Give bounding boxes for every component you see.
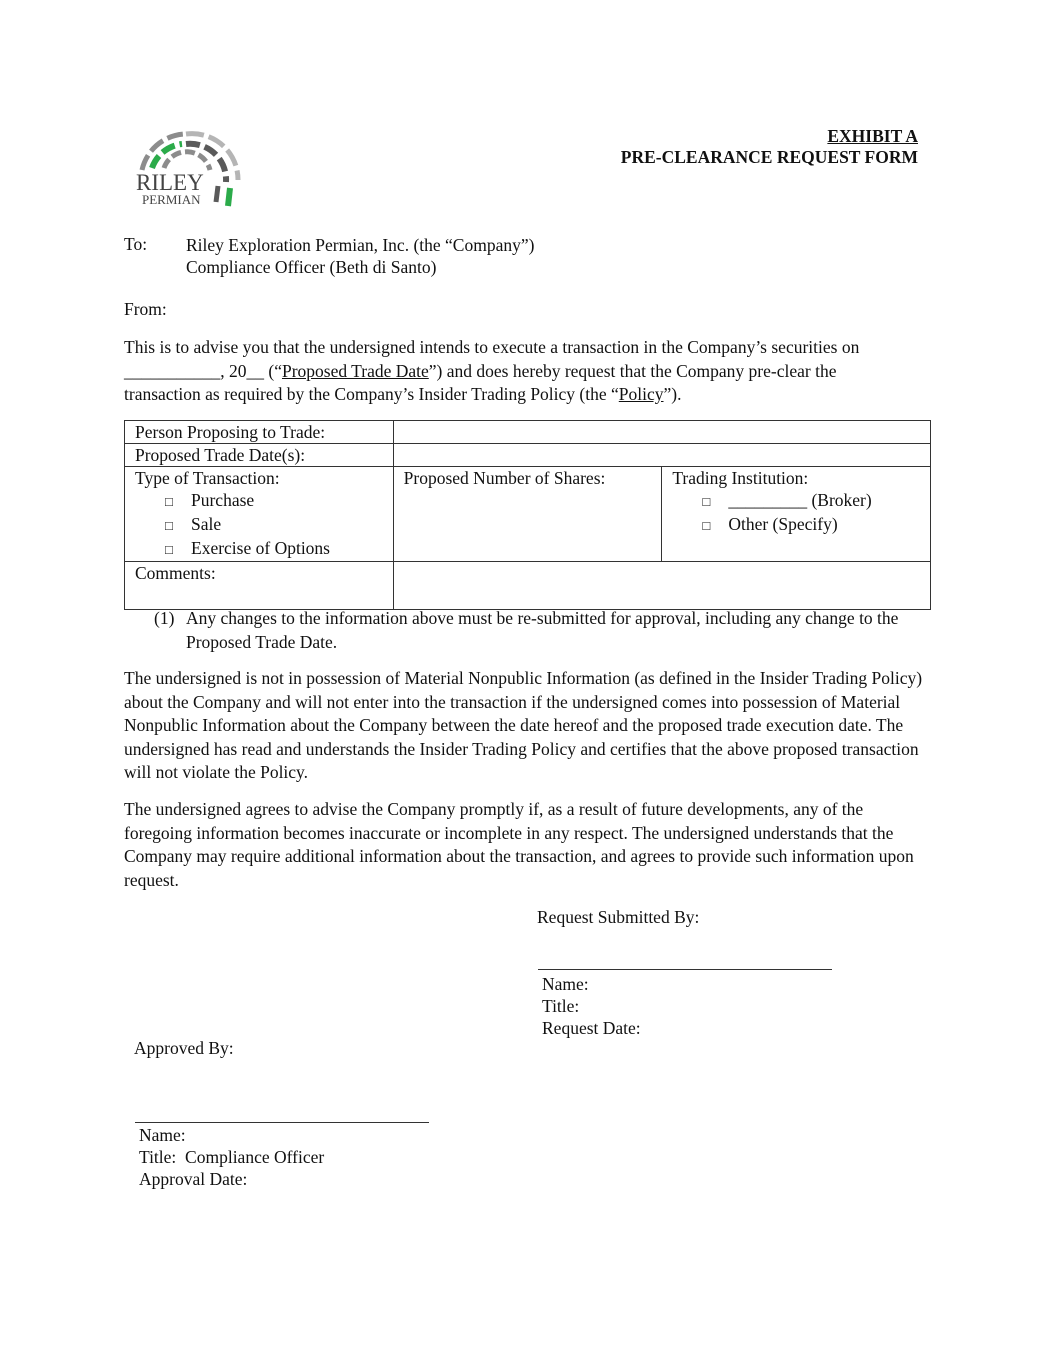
institution-label: Trading Institution: xyxy=(672,468,809,488)
request-title-label: Title: xyxy=(542,996,580,1016)
footnote-number: (1) xyxy=(154,608,175,628)
option-sale[interactable]: □ Sale xyxy=(135,513,393,537)
option-purchase[interactable]: □ Purchase xyxy=(135,489,393,513)
checkbox-icon[interactable]: □ xyxy=(165,518,173,533)
agreement-paragraph: The undersigned agrees to advise the Company promptly if, as a result of future developments, any of the foregoing information becomes inaccurate or incomplete in any respect. The undersigned understands that the Company may require additional information about the transaction, and agrees to provide such information upon request. xyxy=(124,799,914,890)
request-date-label: Request Date: xyxy=(542,1018,641,1038)
intro-line-3: transaction as required by the Company’s Insider Trading Policy (the “Policy”). xyxy=(124,384,682,404)
person-field[interactable] xyxy=(393,421,930,444)
comments-label: Comments: xyxy=(125,562,394,610)
from-label: From: xyxy=(124,299,167,319)
option-other[interactable]: □ Other (Specify) xyxy=(672,513,930,537)
to-address xyxy=(186,234,534,278)
approval-title-row: Title: Compliance Officer xyxy=(139,1147,325,1167)
checkbox-icon[interactable]: □ xyxy=(702,494,711,509)
request-submitted-label: Request Submitted By: xyxy=(537,907,700,927)
representation-paragraph: The undersigned is not in possession of Material Nonpublic Information (as defined in the Insider Trading Policy) about the Company and will not enter into the transaction if the undersigned comes into possession of Material Nonpublic Information about the Company between the date hereof and the proposed trade execution date. The undersigned has read and understands the Insider Trading Policy and certifies that the above proposed transaction will not violate the Policy. xyxy=(124,668,923,782)
policy-term: Policy xyxy=(618,384,664,404)
checkbox-icon[interactable]: □ xyxy=(165,542,173,557)
request-name-label: Name: xyxy=(542,974,589,994)
shares-label: Proposed Number of Shares: xyxy=(403,468,606,488)
option-broker[interactable]: □ _________ (Broker) xyxy=(672,489,930,513)
to-label: To: xyxy=(124,234,148,254)
checkbox-icon[interactable]: □ xyxy=(165,494,173,509)
comments-field[interactable] xyxy=(393,562,930,610)
form-title: PRE-CLEARANCE REQUEST FORM xyxy=(620,147,918,167)
shares-cell[interactable] xyxy=(393,467,662,562)
approval-name-label: Name: xyxy=(139,1125,186,1145)
approved-by-label: Approved By: xyxy=(134,1038,234,1058)
trade-date-field[interactable] xyxy=(393,444,930,467)
proposed-trade-date-term: Proposed Trade Date xyxy=(281,360,429,381)
request-details xyxy=(542,973,641,1039)
approval-signature-line[interactable] xyxy=(135,1122,429,1123)
option-exercise[interactable]: □ Exercise of Options xyxy=(135,537,393,561)
to-company: Riley Exploration Permian, Inc. (the “Company”) xyxy=(186,235,535,255)
svg-text:PERMIAN: PERMIAN xyxy=(142,192,201,207)
person-label: Person Proposing to Trade: xyxy=(125,421,394,444)
pre-clearance-table xyxy=(124,420,931,610)
approval-details xyxy=(139,1124,324,1190)
exhibit-label: EXHIBIT A xyxy=(827,126,918,146)
footnote-text: Any changes to the information above must be re-submitted for approval, including any change to the Proposed Trade Date. xyxy=(186,608,899,652)
intro-paragraph xyxy=(124,336,934,407)
intro-line-2: ___________, 20__ (“Proposed Trade Date”) and does hereby request that the Company pre-clear the xyxy=(124,360,837,381)
intro-line-1: This is to advise you that the undersigned intends to execute a transaction in the Company’s securities on xyxy=(124,337,860,357)
request-signature-line[interactable] xyxy=(538,969,832,970)
transaction-type-label: Type of Transaction: xyxy=(135,468,280,488)
riley-permian-logo-icon xyxy=(130,130,245,210)
svg-text:RILEY: RILEY xyxy=(136,170,204,195)
transaction-type-cell xyxy=(125,467,394,562)
approval-title-value: Compliance Officer xyxy=(185,1147,325,1167)
trade-date-label: Proposed Trade Date(s): xyxy=(125,444,394,467)
company-logo xyxy=(130,130,245,210)
to-officer: Compliance Officer (Beth di Santo) xyxy=(186,257,437,277)
checkbox-icon[interactable]: □ xyxy=(702,518,711,533)
approval-date-label: Approval Date: xyxy=(139,1169,248,1189)
institution-cell xyxy=(662,467,931,562)
